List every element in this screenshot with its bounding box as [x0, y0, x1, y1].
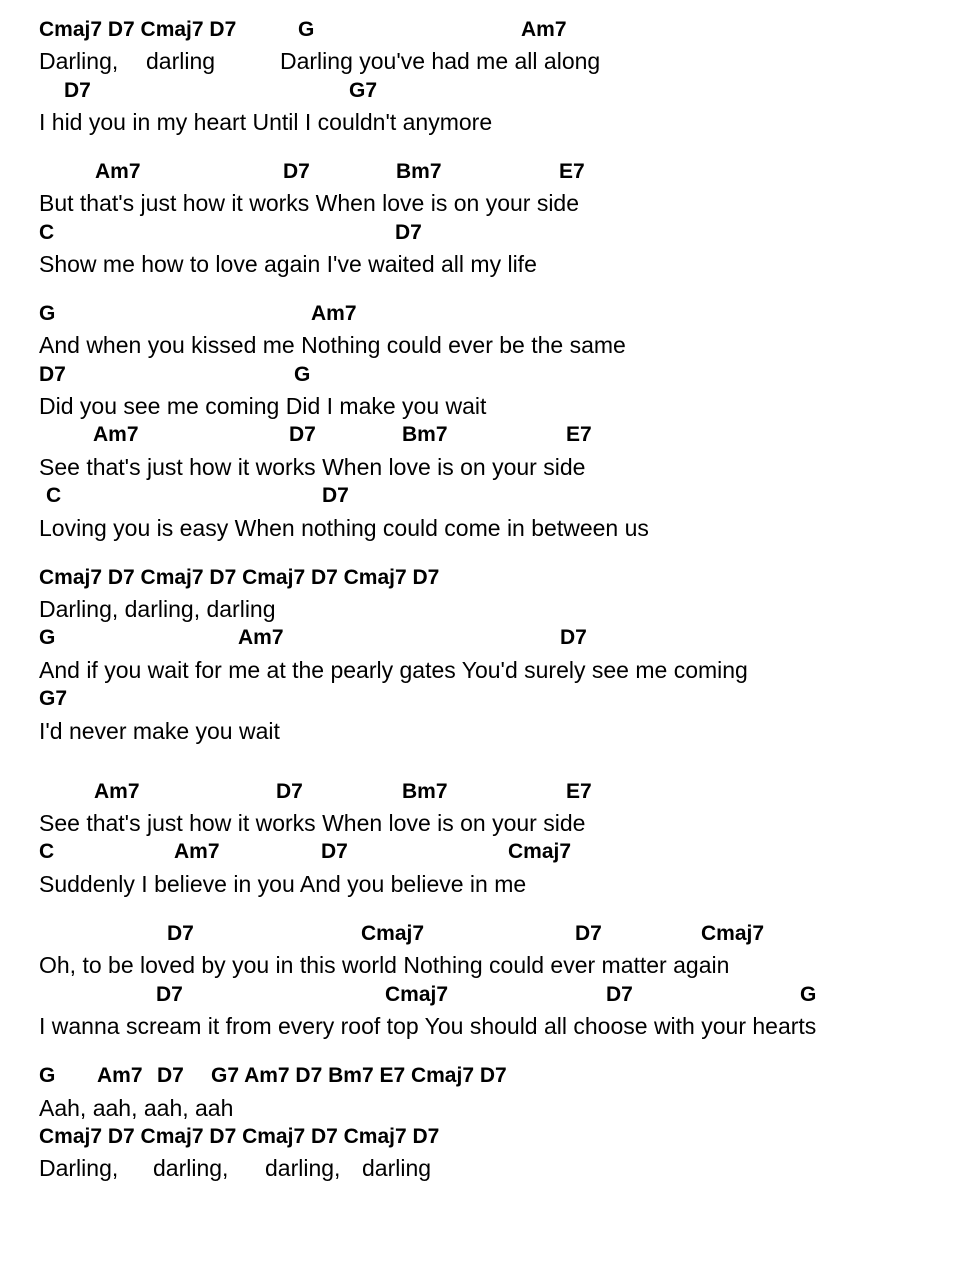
chord: G	[800, 983, 817, 1006]
chord: Cmaj7	[508, 840, 572, 863]
chord: Am7	[174, 840, 220, 863]
chord: Bm7	[402, 780, 448, 803]
chord: D7	[156, 983, 183, 1006]
chord-line	[0, 219, 969, 251]
chord-line	[0, 624, 969, 656]
lyric-line	[0, 1153, 969, 1185]
chord: D7	[575, 922, 602, 945]
chord: Cmaj7	[361, 922, 425, 945]
lyric: darling	[362, 1155, 432, 1181]
chord: G7 Am7 D7 Bm7 E7 Cmaj7 D7	[211, 1064, 507, 1087]
chord: G	[39, 302, 56, 325]
lyric: And when you kissed me Nothing could ever be the same	[39, 332, 626, 358]
chord-line	[0, 981, 969, 1013]
chord: D7	[276, 780, 303, 803]
chord: D7	[289, 423, 316, 446]
lyric: Darling,	[39, 48, 119, 74]
chord: D7	[157, 1064, 184, 1087]
chord-line	[0, 16, 969, 48]
chord: Am7	[521, 18, 567, 41]
chord-line	[0, 838, 969, 870]
chord: E7	[566, 780, 592, 803]
chord: C	[39, 840, 55, 863]
chord: D7	[395, 221, 422, 244]
lyric: darling	[146, 48, 216, 74]
lyric-line	[0, 107, 969, 139]
chord: G	[294, 363, 311, 386]
lyric: Did you see me coming Did I make you wait	[39, 393, 487, 419]
chord: Am7	[94, 780, 140, 803]
lyric: And if you wait for me at the pearly gates You'd surely see me coming	[39, 657, 748, 683]
chord: D7	[167, 922, 194, 945]
chord-line	[0, 361, 969, 393]
chord-line	[0, 778, 969, 810]
lyric-line	[0, 808, 969, 840]
chord: G	[298, 18, 315, 41]
lyric-line	[0, 513, 969, 545]
chord: D7	[64, 79, 91, 102]
lyric: Darling,	[39, 1155, 119, 1181]
chord: Cmaj7 D7 Cmaj7 D7 Cmaj7 D7 Cmaj7 D7	[39, 1125, 440, 1148]
chord-line	[0, 158, 969, 190]
chord-line	[0, 300, 969, 332]
chord-line	[0, 482, 969, 514]
chord-line	[0, 564, 969, 596]
chord-line	[0, 77, 969, 109]
lyric-line	[0, 655, 969, 687]
chord: G	[39, 626, 56, 649]
lyric: But that's just how it works When love is on your side	[39, 190, 580, 216]
lyric: Suddenly I believe in you And you believe in me	[39, 871, 527, 897]
chord: D7	[321, 840, 348, 863]
lyric: See that's just how it works When love is on your side	[39, 454, 586, 480]
lyric-line	[0, 249, 969, 281]
lyric: I wanna scream it from every roof top You should all choose with your hearts	[39, 1013, 817, 1039]
chord: Am7	[95, 160, 141, 183]
chord: G	[39, 1064, 56, 1087]
lyric-line	[0, 1011, 969, 1043]
lyric: darling,	[265, 1155, 341, 1181]
lyric: Oh, to be loved by you in this world Nothing could ever matter again	[39, 952, 730, 978]
chord: E7	[566, 423, 592, 446]
chord-line	[0, 1062, 969, 1094]
lyric: Darling, darling, darling	[39, 596, 276, 622]
chord: Cmaj7	[385, 983, 449, 1006]
chord: Cmaj7	[701, 922, 765, 945]
chord-line	[0, 421, 969, 453]
chord: D7	[560, 626, 587, 649]
lyric-line	[0, 46, 969, 78]
lyric-line	[0, 716, 969, 748]
chord: D7	[283, 160, 310, 183]
lyric: I hid you in my heart Until I couldn't anymore	[39, 109, 493, 135]
lyric-line	[0, 391, 969, 423]
lyric-line	[0, 188, 969, 220]
chord: Cmaj7 D7 Cmaj7 D7	[39, 18, 237, 41]
lyric-line	[0, 330, 969, 362]
chord: G7	[39, 687, 68, 710]
chord: D7	[322, 484, 349, 507]
lyric: darling,	[153, 1155, 229, 1181]
lyric: Darling you've had me all along	[280, 48, 601, 74]
lyric: I'd never make you wait	[39, 718, 280, 744]
lyric: Loving you is easy When nothing could come in between us	[39, 515, 649, 541]
chord: Am7	[97, 1064, 143, 1087]
lyric-line	[0, 1093, 969, 1125]
chord: Bm7	[396, 160, 442, 183]
chord: C	[46, 484, 62, 507]
chord: C	[39, 221, 55, 244]
lyric-line	[0, 950, 969, 982]
lyric-line	[0, 452, 969, 484]
chord: Am7	[311, 302, 357, 325]
lyric: Show me how to love again I've waited all my life	[39, 251, 537, 277]
chord: D7	[606, 983, 633, 1006]
chord-line	[0, 685, 969, 717]
chord: Am7	[93, 423, 139, 446]
chord-line	[0, 1123, 969, 1155]
chord: G7	[349, 79, 378, 102]
lyric-line	[0, 594, 969, 626]
chord: Bm7	[402, 423, 448, 446]
lyric-line	[0, 869, 969, 901]
chord: Cmaj7 D7 Cmaj7 D7 Cmaj7 D7 Cmaj7 D7	[39, 566, 440, 589]
chord-line	[0, 920, 969, 952]
chord: E7	[559, 160, 585, 183]
chord: D7	[39, 363, 66, 386]
chord: Am7	[238, 626, 284, 649]
lyric: See that's just how it works When love is on your side	[39, 810, 586, 836]
lyric: Aah, aah, aah, aah	[39, 1095, 234, 1121]
